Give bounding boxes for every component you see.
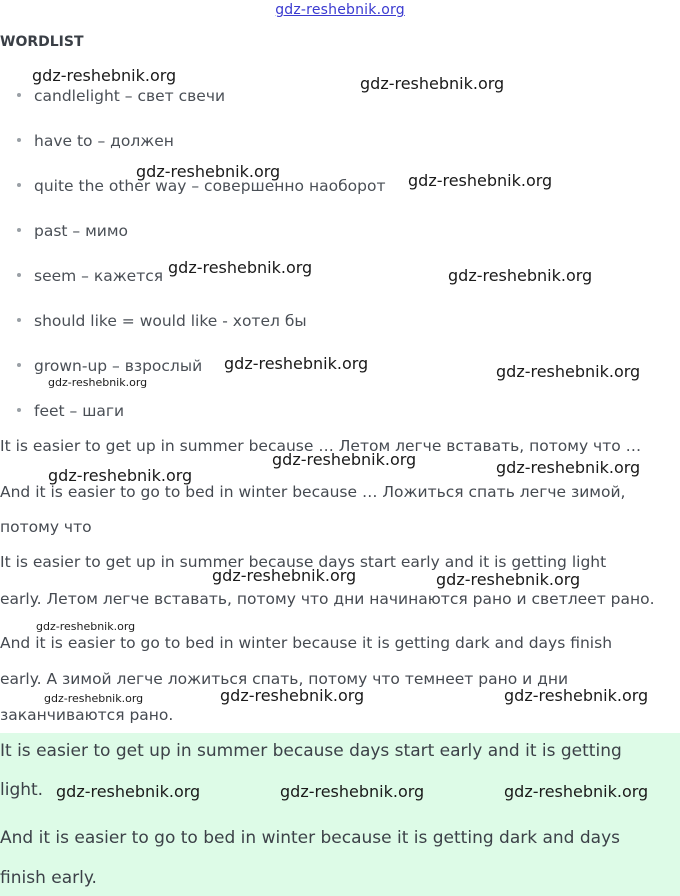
watermark: gdz-reshebnik.org [48,376,148,389]
watermark: gdz-reshebnik.org [32,66,177,85]
list-item-text: should like = would like - хотел бы [34,312,307,330]
list-item [17,312,307,330]
list-item [17,357,202,375]
list-item [17,132,174,150]
watermark: gdz-reshebnik.org [280,782,425,801]
watermark: gdz-reshebnik.org [496,458,641,477]
list-item-text: grown-up – взрослый [34,357,203,375]
paragraph-line: And it is easier to go to bed in winter because it is getting dark and days finish [0,634,613,652]
watermark: gdz-reshebnik.org [360,74,505,93]
answer-line: And it is easier to go to bed in winter because it is getting dark and days [0,828,621,848]
paragraph-line: потому что [0,518,92,536]
paragraph-line: It is easier to get up in summer because days start early and it is getting light [0,553,607,571]
watermark: gdz-reshebnik.org [496,362,641,381]
answer-line: finish early. [0,868,97,888]
watermark: gdz-reshebnik.org [224,354,369,373]
list-item [17,402,124,420]
watermark: gdz-reshebnik.org [220,686,365,705]
list-item-text: past – мимо [34,222,129,240]
watermark: gdz-reshebnik.org [504,686,649,705]
list-item-text: quite the other way – совершенно наоборот [34,177,386,195]
paragraph-line: And it is easier to go to bed in winter because … Ложиться спать легче зимой, [0,483,626,501]
watermark: gdz-reshebnik.org [504,782,649,801]
watermark: gdz-reshebnik.org [448,266,593,285]
wordlist-title: WORDLIST [0,34,84,50]
bullet-icon [17,273,21,277]
list-item-text: seem – кажется [34,267,164,285]
bullet-icon [17,228,21,232]
watermark: gdz-reshebnik.org [168,258,313,277]
bullet-icon [17,318,21,322]
list-item [17,222,128,240]
paragraph-line: early. А зимой легче ложиться спать, потому что темнеет рано и дни [0,670,569,688]
list-item [17,267,163,285]
paragraph-line: It is easier to get up in summer because … Летом легче вставать, потому что … [0,437,642,455]
site-header-link[interactable]: gdz-reshebnik.org [275,2,405,18]
list-item [17,87,225,105]
bullet-icon [17,183,21,187]
paragraph-line: заканчиваются рано. [0,706,174,724]
watermark: gdz-reshebnik.org [212,566,357,585]
list-item-text: feet – шаги [34,402,125,420]
watermark: gdz-reshebnik.org [56,782,201,801]
answer-line: light. [0,780,44,800]
list-item-text: have to – должен [34,132,174,150]
watermark: gdz-reshebnik.org [44,692,144,705]
bullet-icon [17,408,21,412]
watermark: gdz-reshebnik.org [48,466,193,485]
watermark: gdz-reshebnik.org [436,570,581,589]
watermark: gdz-reshebnik.org [272,450,417,469]
list-item-text: candlelight – свет свечи [34,87,226,105]
answer-line: It is easier to get up in summer because days start early and it is getting [0,741,622,761]
bullet-icon [17,93,21,97]
watermark: gdz-reshebnik.org [408,171,553,190]
bullet-icon [17,363,21,367]
watermark: gdz-reshebnik.org [136,162,281,181]
watermark: gdz-reshebnik.org [36,620,136,633]
paragraph-line: early. Летом легче вставать, потому что дни начинаются рано и светлеет рано. [0,590,655,608]
bullet-icon [17,138,21,142]
